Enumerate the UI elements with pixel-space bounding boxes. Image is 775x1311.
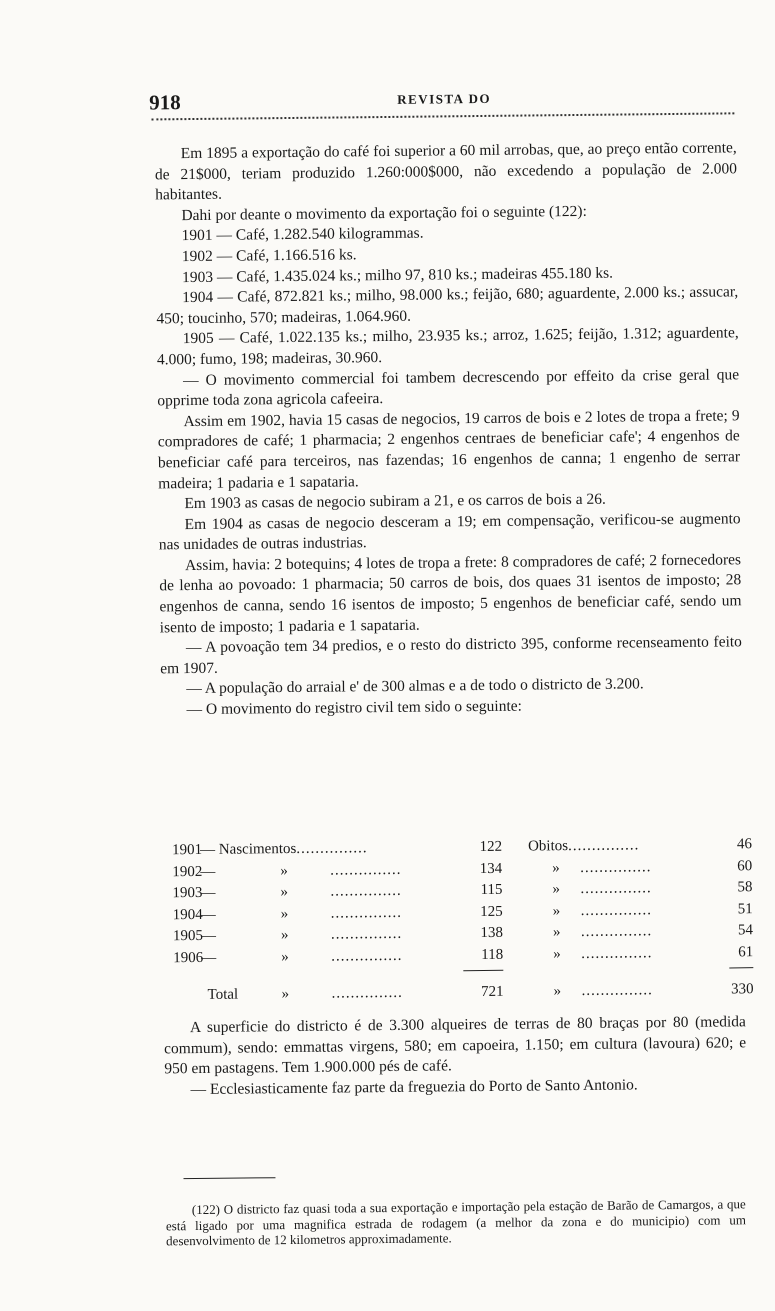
ditto-mark: »	[553, 983, 562, 1000]
leader-dots: ...............	[580, 901, 653, 919]
export-item: 1903 — Café, 1.435.024 ks.; milho 97, 810 ks.; madeiras 455.180 ks.	[181, 264, 614, 286]
leader-dots: ...............	[296, 840, 368, 857]
births-cell: 115	[480, 881, 503, 899]
leader-dots: ...............	[580, 880, 652, 897]
deaths-cell: 46	[736, 836, 753, 853]
paragraph: Dahi por deante o movimento da exportação foi o seguinte (122):	[181, 202, 587, 224]
ditto-mark: »	[281, 948, 289, 965]
deaths-cell: 60	[737, 857, 753, 874]
ditto-mark: »	[552, 924, 561, 941]
ditto-mark: »	[281, 986, 290, 1003]
paragraph: — A povoação tem 34 predios, e o resto do districto 395, conforme recenseamento feito em 1907.	[160, 633, 742, 678]
dash: —	[200, 884, 216, 901]
leader-dots: ...............	[567, 837, 640, 855]
dash: —	[200, 906, 216, 923]
dash: —	[201, 949, 217, 966]
leader-dots: ...............	[330, 882, 402, 900]
year-cell: 1904	[172, 906, 203, 923]
ditto-mark: »	[552, 881, 561, 898]
deaths-cell: 58	[737, 879, 753, 896]
ditto-mark: »	[280, 884, 289, 901]
year-cell: 1901	[171, 841, 203, 859]
dash: —	[200, 927, 217, 944]
births-cell: 134	[479, 860, 503, 877]
paragraph: Em 1904 as casas de negocio desceram a 19; em compensação, verificou-se augmento nas unidades de outras industrias.	[158, 509, 741, 554]
deaths-label-text: Obitos	[527, 838, 569, 855]
running-head: REVISTA DO	[397, 90, 492, 107]
leader-dots: ...............	[580, 923, 653, 940]
paragraph: — O movimento commercial foi tambem decrescendo por effeito da crise geral que opprime toda zona agricola cafeeira.	[157, 365, 740, 410]
closing-text	[164, 1012, 747, 1100]
births-label	[200, 840, 368, 859]
ditto-mark: »	[552, 902, 561, 919]
deaths-cell: 54	[737, 922, 754, 939]
paragraph: — A população do arraial e' de 300 almas e a de todo o districto de 3.200.	[186, 675, 644, 698]
births-cell: 138	[480, 924, 504, 942]
dash: —	[199, 841, 216, 858]
year-cell: 1906	[173, 949, 204, 966]
footnote	[166, 1196, 746, 1249]
births-cell: 122	[479, 838, 503, 856]
leader-dots: ...............	[330, 925, 403, 943]
year-cell: 1902	[172, 863, 203, 880]
ditto-mark: »	[280, 905, 289, 922]
births-cell: 118	[481, 946, 504, 963]
ditto-mark: »	[280, 927, 289, 944]
main-text	[155, 138, 743, 721]
leader-dots: ...............	[330, 904, 403, 922]
leader-dots: ...............	[330, 861, 402, 879]
year-cell: 1905	[172, 927, 204, 945]
paragraph: Em 1895 a exportação do café foi superior a 60 mil arrobas, que, ao preço então corrente, de 21$000, teriam produzido 1.260:000$000, não excedendo a população de 2.000 habitantes.	[154, 139, 738, 204]
page-number: 918	[149, 90, 181, 115]
leader-dots: ...............	[331, 984, 403, 1002]
leader-dots: ...............	[331, 947, 403, 965]
sum-rule	[729, 967, 753, 968]
total-births: 721	[480, 983, 504, 1001]
births-label-text: Nascimentos	[218, 840, 297, 858]
ditto-mark: »	[553, 945, 561, 962]
deaths-cell: 51	[737, 900, 753, 917]
civil-registry-table	[172, 836, 764, 1013]
sum-rule	[463, 970, 503, 971]
footnote-rule	[183, 1177, 275, 1179]
export-item: 1902 — Café, 1.166.516 ks.	[181, 246, 357, 266]
export-item: 1901 — Café, 1.282.540 kilogrammas.	[181, 224, 424, 245]
ditto-mark: »	[280, 862, 288, 879]
deaths-label	[528, 837, 639, 855]
paragraph: Assim em 1902, havia 15 casas de negocios, 19 carros de bois e 2 lotes de tropa a frete; 9 compradores de café; 1 pharmacia; 2 engenhos centraes de beneficiar cafe'; 4 engenhos de beneficiar café para terceiros, nas fazendas; 16 engenhos de canna; 1 engenho de serrar madeira; 1 padaria e 1 sapataria.	[157, 407, 741, 492]
dash: —	[200, 863, 216, 880]
paragraph: A superficie do districto é de 3.300 alqueires de terras de 80 braças por 80 (medida commum), sendo: emmattas virgens, 580; em capoeira, 1.150; em cultura (lavoura) 620; e 950 em pastagens. Tem 1.900.000 pés de café.	[164, 1013, 747, 1078]
paragraph: — Ecclesiasticamente faz parte da freguezia do Porto de Santo Antonio.	[190, 1076, 638, 1098]
paragraph: Assim, havia: 2 botequins; 4 lotes de tropa a frete: 8 compradores de café; 2 fornecedores de lenha ao povoado: 1 pharmacia; 50 carros de bois, dos quaes 31 isentos de imposto; 28 engenhos de canna, sendo 16 isentos de imposto; 5 engenhos de beneficiar café, sendo um isento de imposto; 1 padaria e 1 sapataria.	[159, 551, 742, 637]
births-cell: 125	[480, 903, 503, 920]
paragraph: — O movimento do registro civil tem sido o seguinte:	[186, 697, 523, 719]
leader-dots: ...............	[581, 982, 653, 999]
total-label: Total	[207, 986, 239, 1003]
header-rule	[151, 112, 734, 120]
total-row	[173, 981, 763, 1013]
leader-dots: ...............	[581, 944, 653, 962]
export-item: 1905 — Café, 1.022.135 ks.; milho, 23.935 ks.; arroz, 1.625; feijão, 1.312; aguardente, 4.000; fumo, 198; madeiras, 30.960.	[156, 324, 739, 369]
leader-dots: ...............	[580, 858, 652, 876]
total-deaths: 330	[730, 981, 754, 998]
year-cell: 1903	[172, 884, 203, 902]
paragraph: Em 1903 as casas de negocio subiram a 21, e os carros de bois a 26.	[184, 490, 606, 513]
deaths-cell: 61	[738, 943, 754, 960]
ditto-mark: »	[552, 859, 560, 876]
footnote-text: (122) O districto faz quasi toda a sua exportação e importação pela estação de Barão de Camargos, a que está ligado por uma magnifica estrada de rodagem (a melhor da zona e do municipio) com um desenvolvimento de 12 kilometros approximadamente.	[165, 1196, 747, 1249]
export-item: 1904 — Café, 872.821 ks.; milho, 98.000 ks.; feijão, 680; aguardente, 2.000 ks.; assucar, 450; toucinho, 570; madeiras, 1.064.960.	[156, 283, 739, 328]
page-header	[149, 84, 734, 122]
